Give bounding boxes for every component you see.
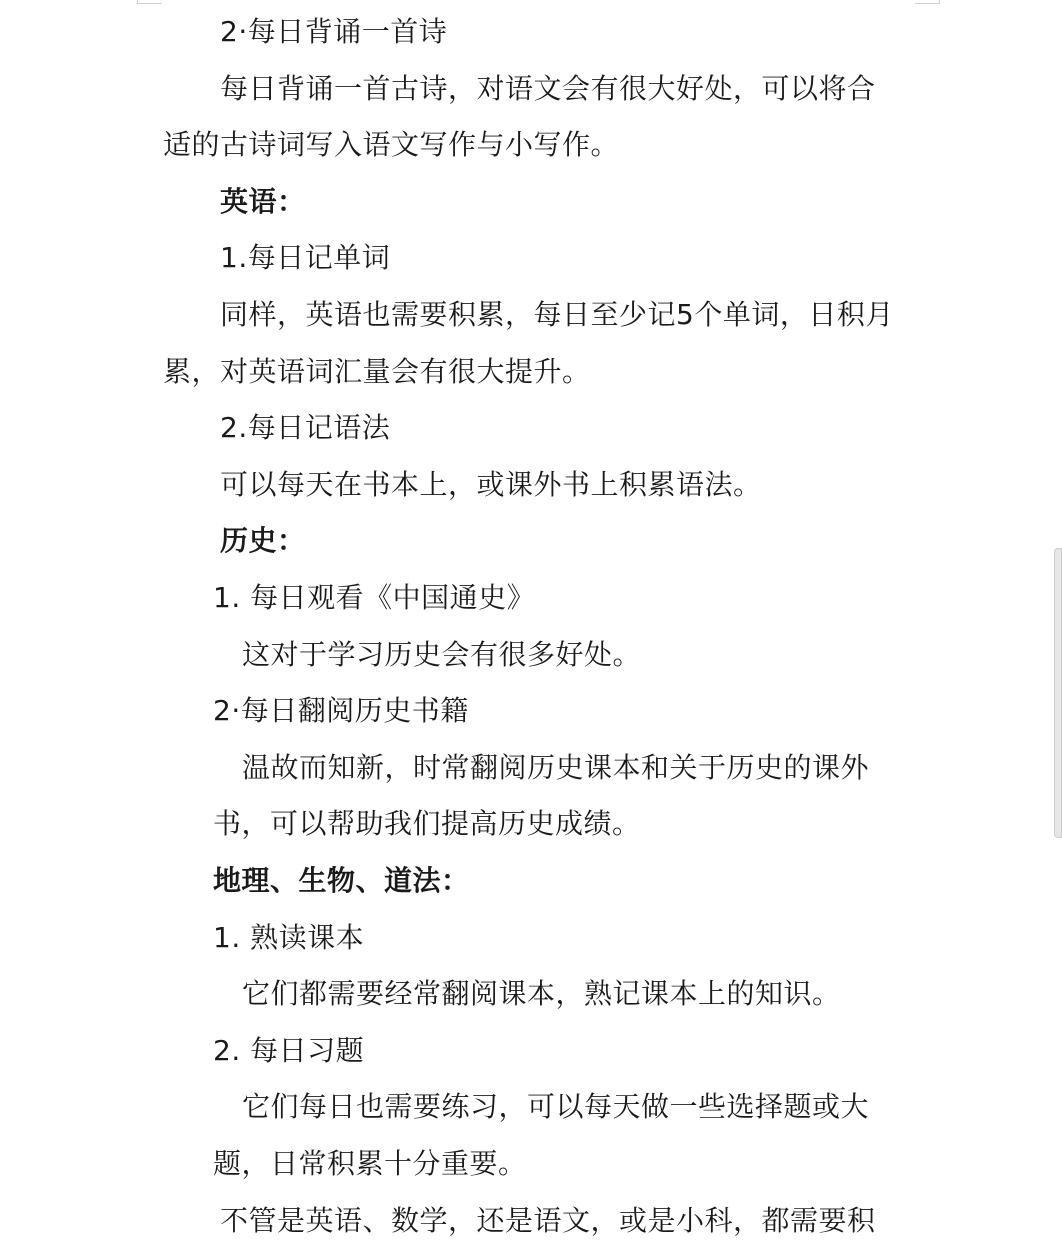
subheading-watch: 1. 每日观看《中国通史》 xyxy=(213,581,536,614)
paragraph-line: 不管是英语、数学，还是语文，或是小科，都需要积 xyxy=(220,1204,876,1237)
page-corner-right xyxy=(915,0,940,4)
paragraph-line: 每日背诵一首古诗，对语文会有很大好处，可以将合 xyxy=(220,72,876,105)
vertical-scrollbar[interactable] xyxy=(1054,548,1062,838)
paragraph-line: 可以每天在书本上，或课外书上积累语法。 xyxy=(220,468,762,501)
section-heading-english: 英语： xyxy=(220,185,306,218)
paragraph-line: 书，可以帮助我们提高历史成绩。 xyxy=(213,807,641,840)
page-corner-left xyxy=(137,0,162,4)
paragraph-line: 它们每日也需要练习，可以每天做一些选择题或大 xyxy=(242,1090,870,1123)
paragraph-line: 累，对英语词汇量会有很大提升。 xyxy=(163,355,591,388)
paragraph-line: 同样，英语也需要积累，每日至少记5个单词，日积月 xyxy=(220,298,894,331)
subheading-grammar: 2.每日记语法 xyxy=(220,411,391,444)
subheading-recite-poem: 2·每日背诵一首诗 xyxy=(220,15,448,48)
section-heading-geo-bio-law: 地理、生物、道法： xyxy=(213,864,470,897)
subheading-exercises: 2. 每日习题 xyxy=(213,1034,365,1067)
paragraph-line: 题，日常积累十分重要。 xyxy=(213,1147,527,1180)
paragraph-line: 温故而知新，时常翻阅历史课本和关于历史的课外 xyxy=(242,751,870,784)
subheading-textbook: 1. 熟读课本 xyxy=(213,921,365,954)
subheading-words: 1.每日记单词 xyxy=(220,241,391,274)
paragraph-line: 它们都需要经常翻阅课本，熟记课本上的知识。 xyxy=(242,977,841,1010)
paragraph-line: 适的古诗词写入语文写作与小写作。 xyxy=(163,128,620,161)
section-heading-history: 历史： xyxy=(220,524,306,557)
subheading-read-books: 2·每日翻阅历史书籍 xyxy=(213,694,469,727)
paragraph-line: 这对于学习历史会有很多好处。 xyxy=(242,638,642,671)
